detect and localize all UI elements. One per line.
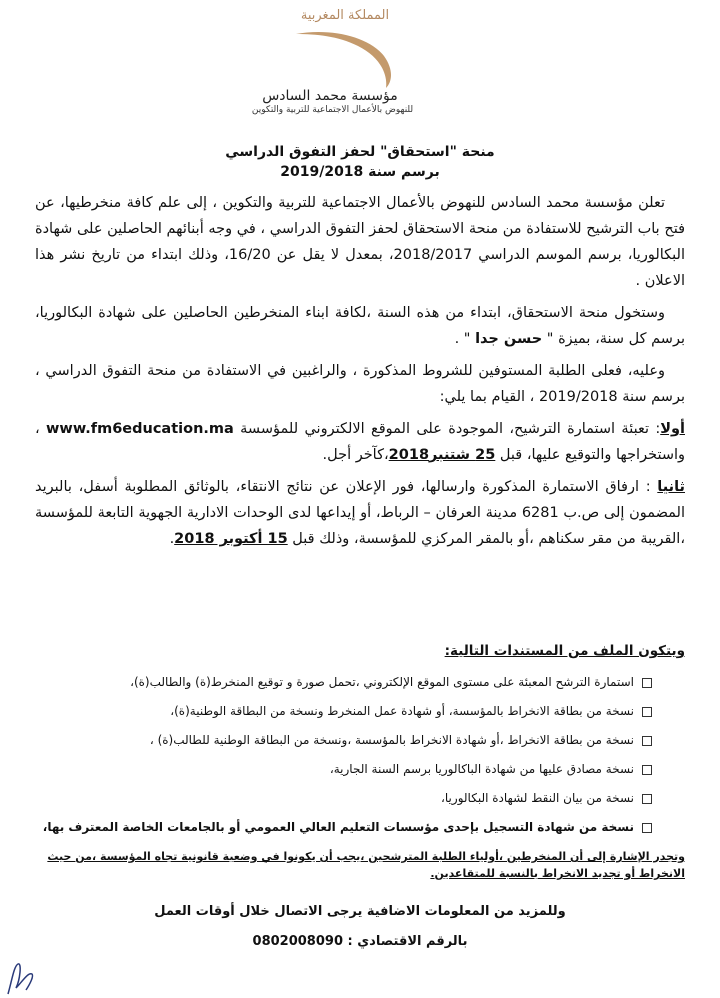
list-item — [40, 668, 652, 697]
step-second-deadline: 15 أكتوبر 2018 — [174, 531, 288, 547]
title-line-2: برسم سنة 2019/2018 — [280, 164, 440, 180]
list-item — [40, 784, 652, 813]
document-item-4: نسخة مصادق عليها من شهادة الباكالوريا برسم السنة الجارية، — [329, 762, 634, 776]
letterhead — [0, 0, 720, 130]
step-second-text: : ارفاق الاستمارة المذكورة وارسالها، فور الإعلان عن نتائج الانتقاء، بالوثائق المطلوبة أسفل، بالبريد المضمون إلى ص.ب 6281 مدينة العرفان – الرباط، أو إيداعها لدى الوحدات الادارية الجهوية التابعة للمؤسسة ،القريبة من مقر سكناهم ،أو بالمقر المركزي للمؤسسة، وذلك قبل — [35, 479, 685, 547]
contact-line-1: وللمزيد من المعلومات الاضافية يرجى الاتصال خلال أوقات العمل — [154, 904, 566, 919]
contact-phone: بالرقم الاقتصادي : 0802008090 — [252, 934, 468, 949]
checkbox-icon — [642, 678, 652, 688]
eligibility-text-b: " . — [454, 331, 476, 347]
membership-note: وتجدر الإشارة إلى أن المنخرطين ،أولياء الطلبة المترشحين ،يجب أن يكونوا في وضعية قانونية تجاه المؤسسة ،من حيث الانخراط أو تجديد الانخراط بالنسبة للمتقاعدين. — [47, 850, 685, 880]
foundation-logo-icon — [290, 28, 410, 90]
checkbox-icon — [642, 765, 652, 775]
list-item — [40, 697, 652, 726]
step-first-text-2: ، واستخراجها والتوقيع عليها، قبل — [35, 421, 685, 463]
paragraph-instructions: وعليه، فعلى الطلبة المستوفين للشروط المذكورة ، والراغبين في الاستفادة من منحة التفوق الدراسي ، برسم سنة 2019/2018 ، القيام بما يلي: — [35, 363, 685, 405]
eligibility-grade: حسن جدا — [475, 331, 543, 347]
step-first-text-3: ،كآخر أجل. — [322, 447, 389, 463]
foundation-name: مؤسسة محمد السادس — [262, 88, 398, 104]
step-first-text: : تعبئة استمارة الترشيح، الموجودة على الموقع الالكتروني للمؤسسة — [233, 421, 661, 437]
document-item-2: نسخة من بطاقة الانخراط بالمؤسسة، أو شهادة عمل المنخرط ونسخة من البطاقة الوطنية(ة)، — [170, 704, 634, 718]
documents-heading: ويتكون الملف من المستندات التالية: — [444, 643, 685, 659]
list-item — [40, 755, 652, 784]
eligibility-text-a: وستخول منحة الاستحقاق، ابتداء من هذه السنة ،لكافة ابناء المنخرطين الحاصلين على شهادة البكالوريا، برسم كل سنة، بميزة " — [35, 305, 685, 347]
document-item-1: استمارة الترشح المعبئة على مستوى الموقع الإلكتروني ،تحمل صورة و توقيع المنخرط(ة) والطالب(ة)، — [130, 675, 634, 689]
step-second-end: . — [169, 531, 175, 547]
list-item — [40, 813, 652, 842]
signature-icon — [4, 960, 38, 996]
announcement-body — [35, 190, 685, 558]
title-line-1: منحة "استحقاق" لحفز التفوق الدراسي — [225, 144, 495, 160]
kingdom-label: المملكة المغربية — [300, 8, 390, 23]
document-item-6: نسخة من شهادة التسجيل بإحدى مؤسسات التعليم العالي العمومي أو بالجامعات الخاصة المعترف بها، — [42, 820, 634, 834]
step-first — [35, 416, 685, 468]
documents-list — [40, 668, 652, 842]
step-first-label: أولا — [660, 421, 685, 437]
paragraph-intro: تعلن مؤسسة محمد السادس للنهوض بالأعمال الاجتماعية للتربية والتكوين ، إلى علم كافة منخرطيها، عن فتح باب الترشيح للاستفادة من منحة الاستحقاق لحفز التفوق الدراسي ، في وجه أبنائهم الحاصلين على شهادة البكالوريا، برسم الموسم الدراسي 2018/2017، بمعدل لا يقل عن 16/20، وذلك ابتداء من تاريخ نشر هذا الاعلان . — [35, 195, 685, 289]
list-item — [40, 726, 652, 755]
step-second — [35, 474, 685, 552]
step-second-label: ثانيا — [657, 479, 685, 495]
website-link[interactable]: www.fm6education.ma — [46, 421, 234, 437]
checkbox-icon — [642, 707, 652, 717]
foundation-subtitle: للنهوض بالأعمال الاجتماعية للتربية والتكوين — [251, 105, 414, 115]
checkbox-icon — [642, 823, 652, 833]
document-item-5: نسخة من بيان النقط لشهادة البكالوريا، — [441, 791, 634, 805]
paragraph-eligibility — [35, 300, 685, 352]
announcement-title — [0, 142, 720, 182]
contact-info — [0, 897, 720, 957]
document-item-3: نسخة من بطاقة الانخراط ،أو شهادة الانخراط بالمؤسسة ،ونسخة من البطاقة الوطنية للطالب(ة) ، — [149, 733, 634, 747]
checkbox-icon — [642, 736, 652, 746]
step-first-deadline: 25 شتنبر2018 — [388, 447, 496, 463]
checkbox-icon — [642, 794, 652, 804]
